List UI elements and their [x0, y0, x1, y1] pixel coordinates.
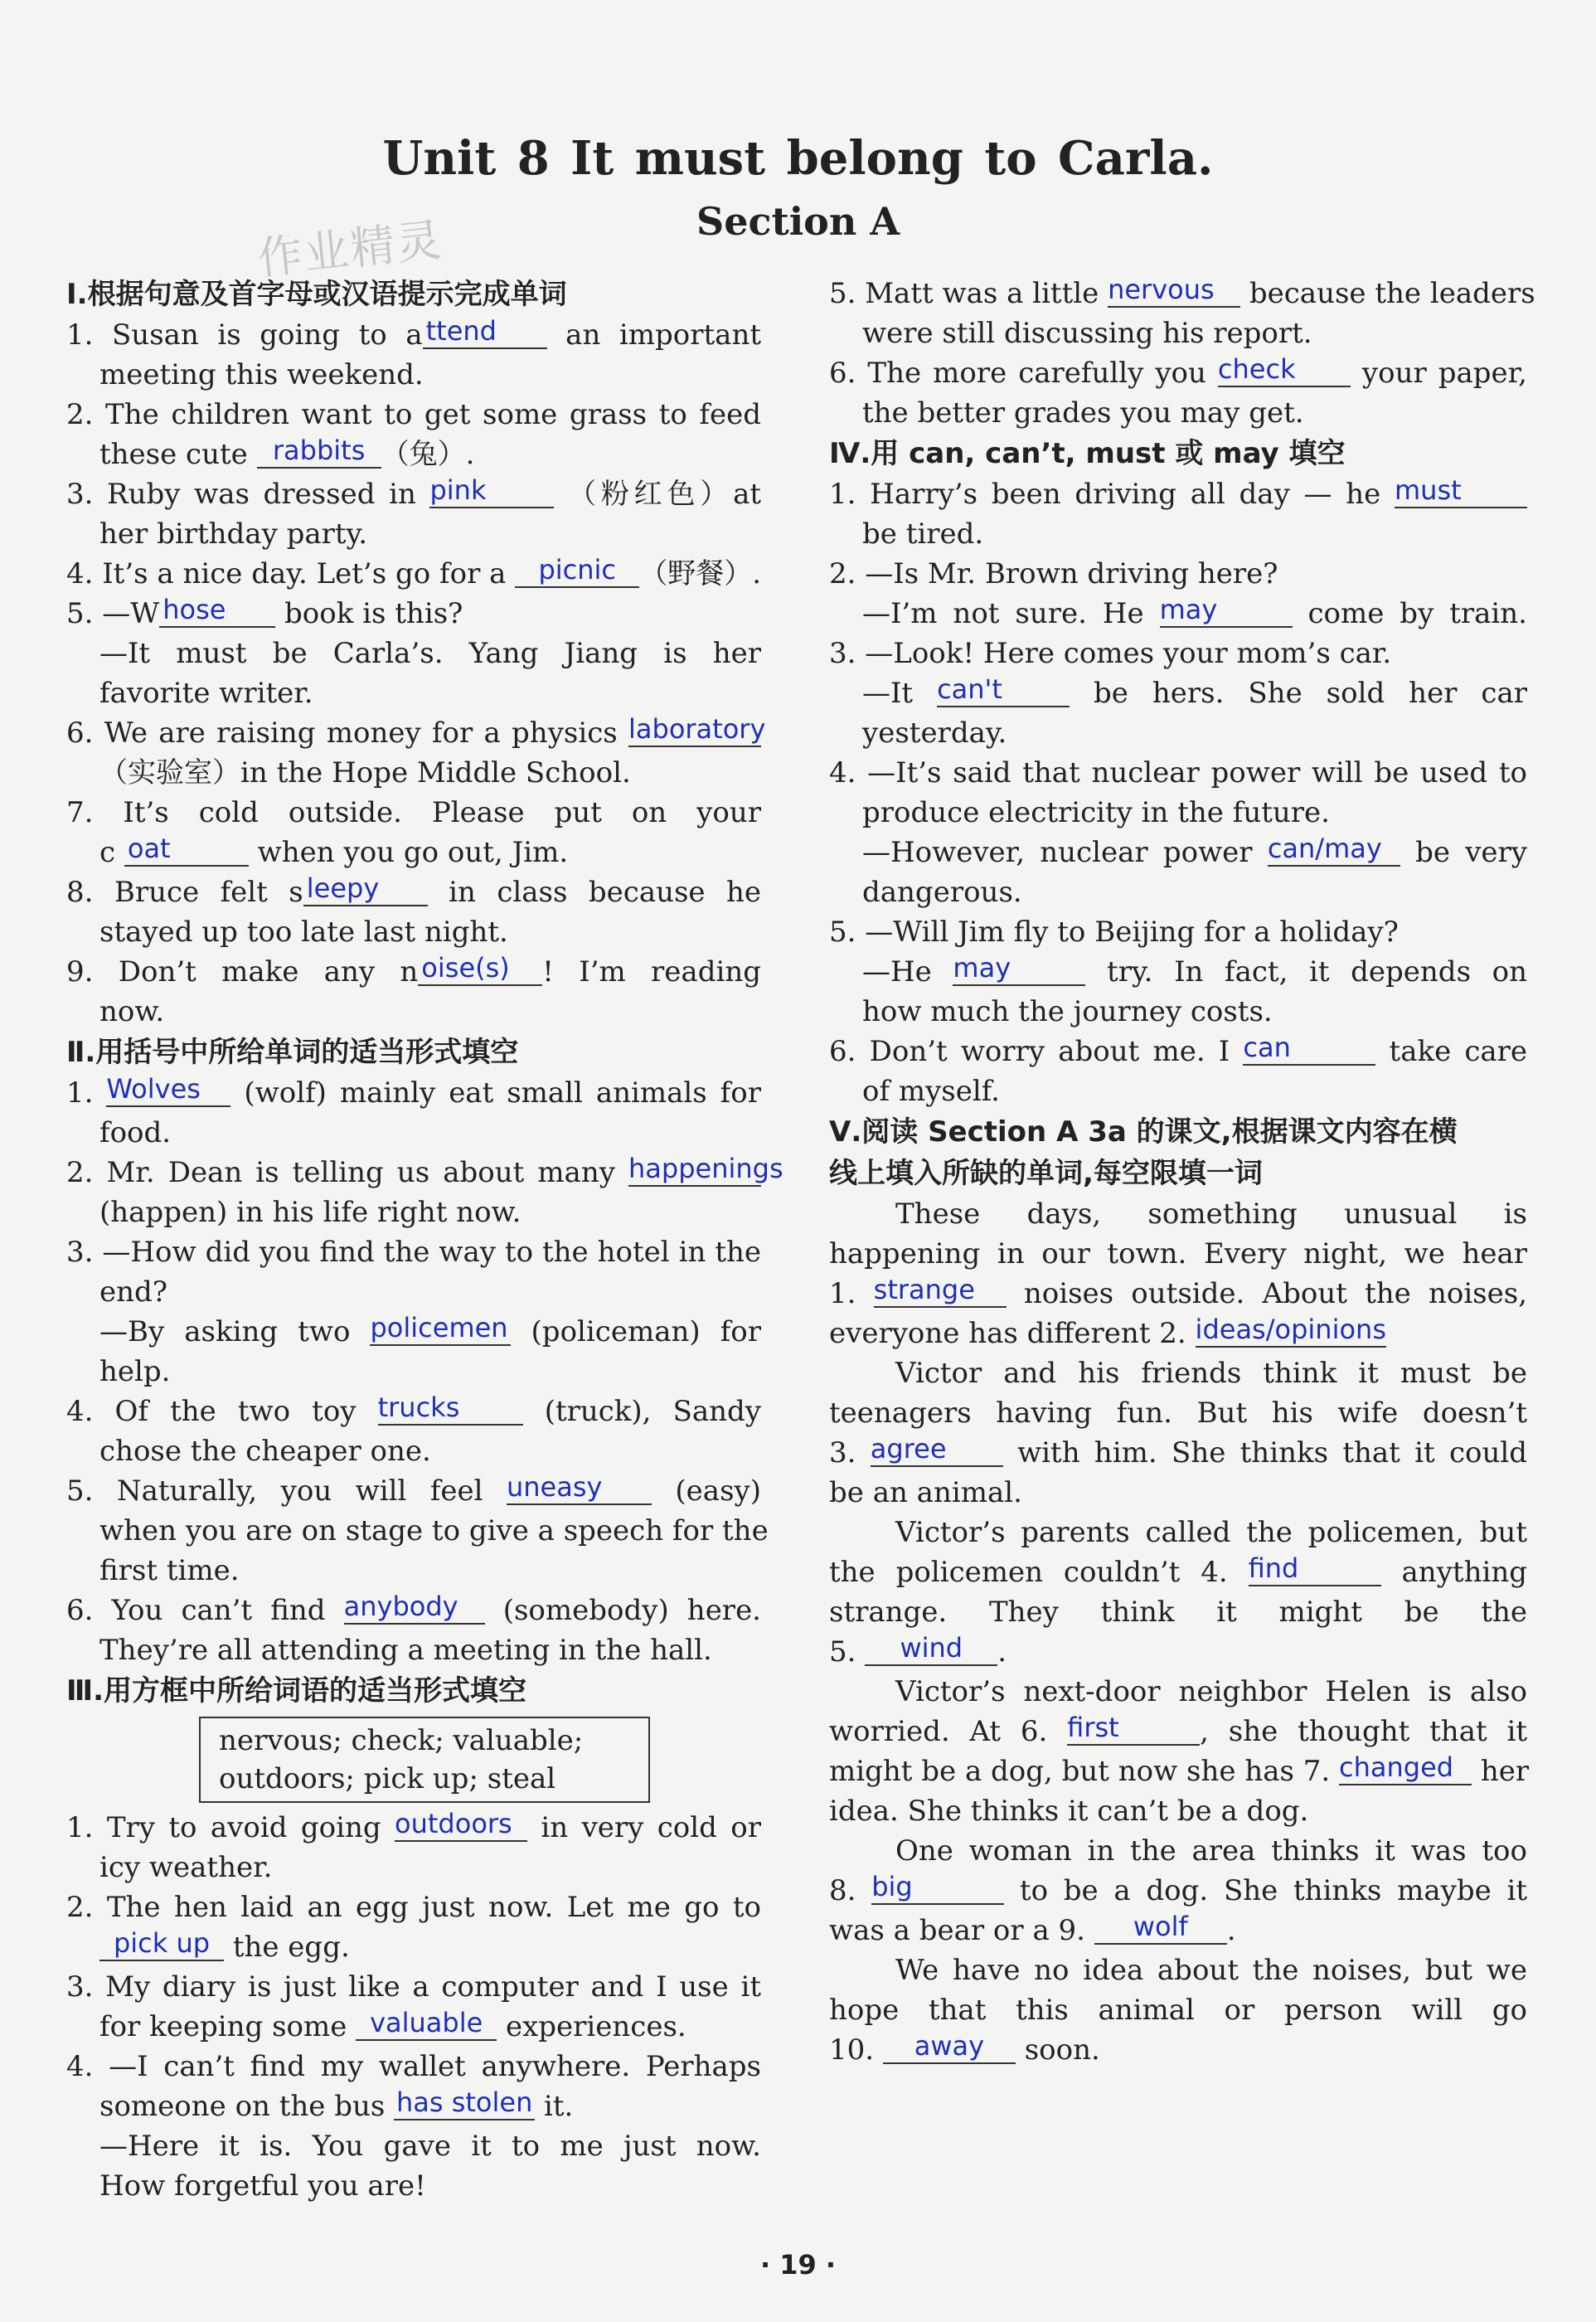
s1-q7: 7. It’s cold outside. Please put on your	[66, 796, 761, 829]
answer-text: changed	[1339, 1751, 1454, 1783]
answer-text: rabbits	[272, 435, 366, 466]
passage-p6: We have no idea about the noises, but we	[895, 1954, 1527, 1987]
answer-blank	[628, 713, 766, 747]
s3-q6: 6. The more carefully you check your paper,	[829, 353, 1527, 390]
answer-text: find	[1248, 1552, 1299, 1584]
answer-blank	[394, 2086, 535, 2120]
answer-blank	[1395, 474, 1527, 508]
answer-text: Wolves	[106, 1073, 201, 1105]
s4-q1: 1. Harry’s been driving all day — he must	[829, 474, 1527, 514]
answer-text: outdoors	[395, 1808, 512, 1839]
answer-text: can't	[937, 673, 1002, 705]
answer-blank	[1339, 1751, 1472, 1785]
s4-q6: 6. Don’t worry about me. I can take care	[829, 1032, 1528, 1068]
answer-blank	[1243, 1034, 1375, 1066]
answer-text: hose	[163, 594, 226, 625]
s2-q3: 3. —How did you find the way to the hotel in the	[66, 1236, 761, 1269]
s1-q2: 2. The children want to get some grass to feed	[66, 398, 761, 431]
answer-text: oat	[127, 833, 171, 864]
passage-p3: Victor’s parents called the policemen, but	[895, 1516, 1527, 1549]
answer-blank	[257, 437, 381, 469]
s2-q1: 1. Wolves (wolf) mainly eat small animals for	[66, 1073, 761, 1110]
s3-q1: 1. Try to avoid going outdoors in very cold or	[66, 1808, 761, 1844]
answer-blank	[628, 1153, 783, 1187]
answer-blank	[423, 315, 547, 349]
answer-text: policemen	[370, 1312, 508, 1343]
answer-blank	[874, 1276, 1007, 1308]
s2-q5: 5. Naturally, you will feel uneasy (easy)	[66, 1471, 761, 1508]
passage-p5: One woman in the area thinks it was too	[895, 1834, 1527, 1868]
s3-q5: 5. Matt was a little nervous because the leaders	[829, 274, 1535, 310]
answer-text: picnic	[538, 554, 617, 585]
s4-q2: 2. —Is Mr. Brown driving here?	[829, 557, 1278, 590]
s2-q4: 4. Of the two toy trucks (truck), Sandy	[66, 1392, 761, 1428]
section-5-heading-line2: 线上填入所缺的单词,每空限填一词	[829, 1157, 1263, 1190]
s1-q4: 4. It’s a nice day. Let’s go for a picnic （野餐）.	[66, 554, 762, 590]
answer-text: oise(s)	[421, 952, 510, 984]
answer-blank	[1217, 353, 1351, 387]
answer-text: first	[1067, 1712, 1119, 1743]
passage-p1: These days, something unusual is	[895, 1197, 1527, 1231]
answer-blank	[99, 1927, 224, 1961]
answer-text: ideas/opinions	[1195, 1314, 1386, 1345]
answer-text: may	[953, 952, 1011, 984]
s1-q3: 3. Ruby was dressed in pink （粉红色）at	[66, 474, 762, 511]
answer-blank	[937, 673, 1070, 707]
answer-text: trucks	[377, 1392, 460, 1423]
right-column: 5. Matt was a little nervous because the leaders were still discussing his report. 6. The more carefully you check your paper, the better grades you may get. Ⅳ.用 can, can’t, must 或 may 填空 1. Harry’s been driving all day — he must be tired. 2. —Is Mr. Brown driving here? —I’m not sure. He may come by train. 3. —Look! Here comes your mom’s car. —It can't be hers. She sold her car yesterday. 4. —It’s said that nuclear power will be used to produce electricity in the future. —However, nuclear power can/may be very dangerous. 5. —Will Jim fly to Beijing for a holiday? —He may try. In fact, it depends on how much the journey costs. 6. Don’t worry about me. I can take care of myself. Ⅴ.阅读 Section A 3a 的课文,根据课文内容在横 线上填入所缺的单词,每空限填一词 These days, something unusual is happening in our town. Every night, we hear 1. strange noises outside. About the noises, everyone has different 2. ideas/opinions Victor and his friends think it must be teenagers having fun. But his wife doesn’t 3. agree with him. She thinks that it could be an animal. Victor’s parents called the policemen, but the policemen couldn’t 4. find anything strange. They think it might be the 5. wind . Victor’s next-door neighbor Helen is also worried. At 6. first , she thought that it might be a dog, but now she has 7. changed her idea. She thinks it can’t be a dog. One woman in the area thinks it was too 8. big to be a dog. She thinks maybe it was a bear or a 9. wolf . We have no idea about the noises, but we hope that this animal or person will go 10. away soon.	[829, 274, 1535, 2067]
answer-text: big	[871, 1871, 913, 1902]
answer-blank	[106, 1073, 230, 1107]
s2-q6: 6. You can’t find anybody (somebody) here.	[66, 1591, 761, 1627]
answer-blank	[1160, 596, 1293, 628]
s1-q6: 6. We are raising money for a physics laboratory	[66, 713, 766, 750]
answer-blank	[418, 952, 542, 986]
s3-q3: 3. My diary is just like a computer and I use it	[66, 1970, 761, 2004]
section-5-heading: Ⅴ.阅读 Section A 3a 的课文,根据课文内容在横	[829, 1115, 1458, 1149]
answer-text: valuable	[370, 2007, 483, 2038]
answer-blank	[515, 556, 639, 588]
passage-p4: Victor’s next-door neighbor Helen is also	[895, 1675, 1527, 1708]
section-title: Section A	[696, 199, 900, 244]
answer-blank	[395, 1810, 527, 1842]
answer-text: happenings	[628, 1153, 783, 1184]
s2-q2: 2. Mr. Dean is telling us about many happenings	[66, 1153, 783, 1189]
answer-text: can/may	[1267, 833, 1382, 864]
answer-text: leepy	[306, 872, 380, 904]
answer-text: pick up	[113, 1927, 211, 1959]
page-number: · 19 ·	[759, 2249, 837, 2281]
s1-q8: 8. Bruce felt s leepy in class because he	[66, 872, 762, 909]
answer-text: wolf	[1133, 1911, 1188, 1942]
answer-blank	[865, 1632, 997, 1666]
answer-text: agree	[870, 1433, 947, 1465]
s4-q5: 5. —Will Jim fly to Beijing for a holiday?	[829, 916, 1399, 949]
s3-q2: 2. The hen laid an egg just now. Let me go to	[66, 1891, 761, 1924]
answer-text: away	[914, 2030, 985, 2062]
answer-text: can	[1243, 1032, 1291, 1063]
s4-q3: 3. —Look! Here comes your mom’s car.	[829, 637, 1392, 670]
answer-text: strange	[873, 1274, 975, 1305]
section-4-heading: Ⅳ.用 can, can’t, must 或 may 填空	[829, 437, 1346, 470]
answer-blank	[429, 474, 554, 508]
s1-q9: 9. Don’t make any n oise(s) ! I’m reading	[66, 952, 762, 989]
watermark: 作业精灵	[255, 213, 446, 285]
answer-blank	[303, 872, 428, 906]
answer-blank	[871, 1873, 1004, 1905]
answer-blank	[883, 2030, 1016, 2064]
answer-text: anybody	[343, 1591, 458, 1622]
answer-blank	[370, 1314, 511, 1346]
answer-blank	[1196, 1316, 1386, 1348]
s1-q1: 1. Susan is going to a ttend an important	[66, 315, 762, 352]
answer-blank	[1248, 1552, 1381, 1586]
answer-blank	[1108, 276, 1240, 308]
answer-text: nervous	[1108, 274, 1215, 305]
answer-text: wind	[900, 1632, 963, 1664]
section-1-heading: Ⅰ.根据句意及首字母或汉语提示完成单词	[66, 278, 567, 311]
s3-q4: 4. —I can’t find my wallet anywhere. Perhaps	[66, 2050, 761, 2083]
answer-blank	[953, 952, 1085, 986]
word-box: nervous; check; valuable; outdoors; pick up; steal	[199, 1717, 650, 1803]
answer-blank	[124, 835, 249, 867]
answer-blank	[356, 2009, 497, 2041]
answer-blank	[159, 596, 275, 628]
answer-text: ttend	[425, 315, 497, 347]
section-2-heading: Ⅱ.用括号中所给单词的适当形式填空	[66, 1036, 519, 1069]
s4-q4: 4. —It’s said that nuclear power will be used to	[829, 756, 1527, 789]
section-3-heading: Ⅲ.用方框中所给词语的适当形式填空	[66, 1674, 527, 1707]
answer-blank	[871, 1435, 1003, 1467]
answer-blank	[1268, 835, 1400, 867]
answer-blank	[1067, 1714, 1200, 1746]
answer-blank	[344, 1593, 485, 1625]
answer-text: laboratory	[628, 713, 766, 745]
answer-blank	[1094, 1913, 1227, 1945]
answer-blank	[378, 1394, 523, 1426]
left-column: Ⅰ.根据句意及首字母或汉语提示完成单词 1. Susan is going to a ttend an important meeting this weekend. 2. The children want to get some grass to feed these cute rabbits （兔）. 3. Ruby was dressed in pink （粉红色）at her birthday party. 4. It’s a nice day. Let’s go for a picnic （野餐）. 5. —W hose book is this? —It must be Carla’s. Yang Jiang is her favorite writer. 6. We are raising money for a physics laboratory （实验室）in the Hope Middle School. 7. It’s cold outside. Please put on your c oat when you go out, Jim. 8. Bruce felt s leepy in class because he stayed up too late last night. 9. Don’t make any n oise(s) ! I’m reading now. Ⅱ.用括号中所给单词的适当形式填空 1. Wolves (wolf) mainly eat small animals for food. 2. Mr. Dean is telling us about many happenings (happen) in his life right now. 3. —How did you find the way to the hotel in the end? —By asking two policemen (policeman) for help. 4. Of the two toy trucks (truck), Sandy chose the cheaper one. 5. Naturally, you will feel uneasy (easy) when you are on stage to give a speech for the first time. 6. You can’t find anybody (somebody) here. They’re all attending a meeting in the hall. Ⅲ.用方框中所给词语的适当形式填空 nervous; check; valuable; outdoors; pick up; steal 1. Try to avoid going outdoors in very cold or icy weather. 2. The hen laid an egg just now. Let me go to pick up the egg. 3. My diary is just like a computer and I use it for keeping some valuable experiences. 4. —I can’t find my wallet anywhere. Perhaps someone on the bus has stolen it. —Here it is. You gave it to me just now. How forgetful you are!	[66, 274, 761, 2206]
answer-text: may	[1159, 594, 1218, 625]
answer-blank	[506, 1471, 652, 1505]
answer-text: has stolen	[395, 2086, 533, 2118]
s1-q5: 5. —W hose book is this?	[66, 594, 463, 630]
answer-text: pink	[429, 474, 487, 506]
answer-text: must	[1395, 474, 1462, 506]
answer-text: check	[1217, 353, 1296, 385]
answer-text: uneasy	[506, 1471, 603, 1503]
passage-p2: Victor and his friends think it must be	[895, 1357, 1527, 1390]
unit-title: Unit 8 It must belong to Carla.	[382, 131, 1214, 186]
